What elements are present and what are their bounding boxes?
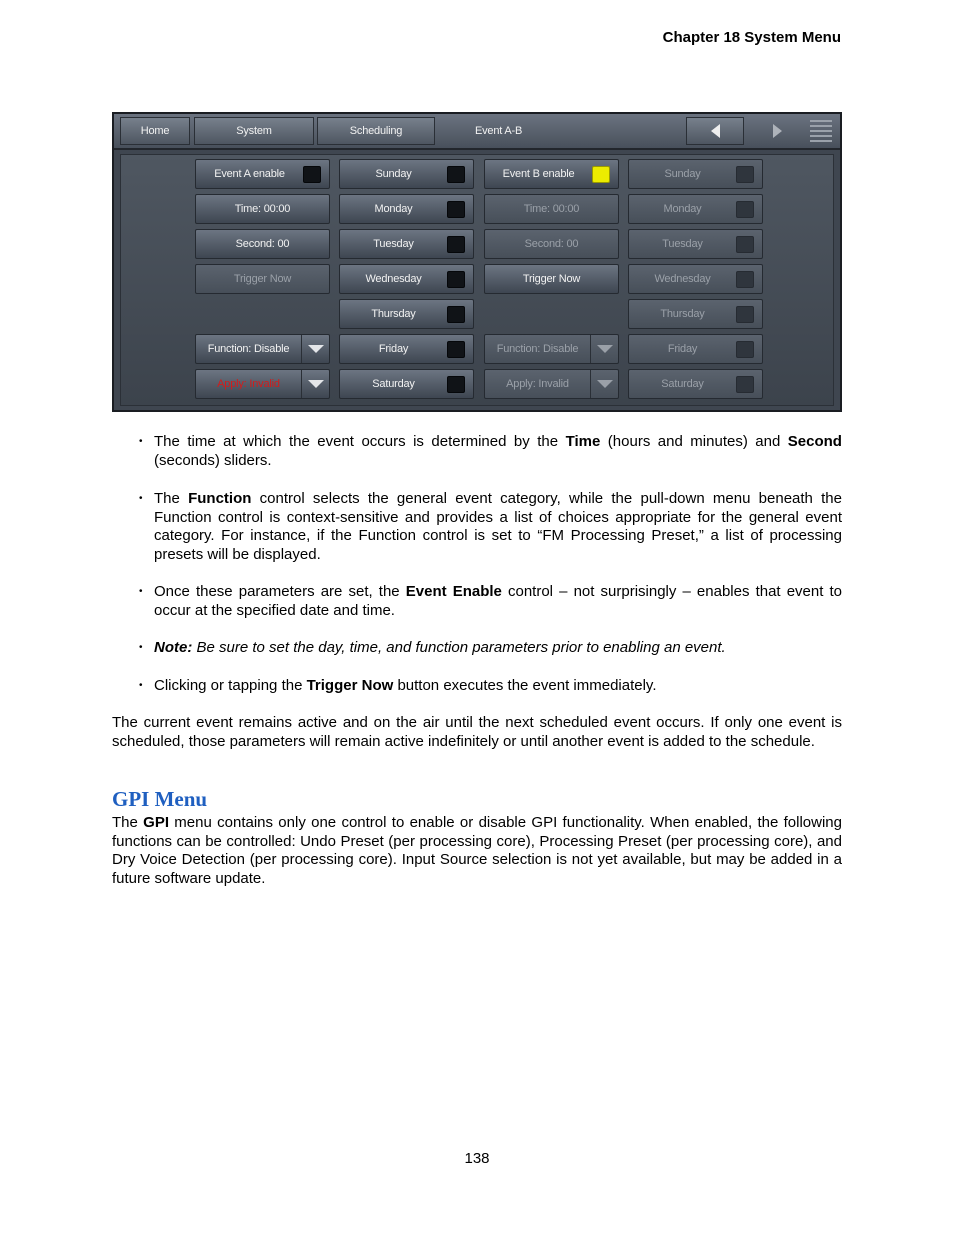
page-number: 138 [464, 1150, 490, 1167]
day-checkbox [736, 271, 754, 288]
chevron-down-icon [590, 335, 618, 363]
event-a-day-saturday[interactable]: Saturday [339, 369, 474, 399]
chevron-down-icon [590, 370, 618, 398]
screen-title: Event A-B [475, 125, 523, 137]
event-b-apply-dropdown[interactable]: Apply: Invalid [484, 369, 619, 399]
event-a-day-thursday[interactable]: Thursday [339, 299, 474, 329]
event-b-day-wednesday[interactable]: Wednesday [628, 264, 763, 294]
day-checkbox [447, 341, 465, 358]
bullet-time-second: • The time at which the event occurs is determined by the Time (hours and minutes) and Second (seconds) sliders. [139, 433, 842, 470]
day-checkbox [736, 236, 754, 253]
event-b-second-button[interactable]: Second: 00 [484, 229, 619, 259]
event-b-day-saturday[interactable]: Saturday [628, 369, 763, 399]
bullet-function: • The Function control selects the general event category, while the pull-down menu beneath the Function control is context-sensitive and provides a list of choices appropriate for the general event category. For instance, if the Function control is set to “FM Processing Preset,” a list of processing presets will be displayed. [139, 490, 842, 564]
event-b-day-tuesday[interactable]: Tuesday [628, 229, 763, 259]
tab-system[interactable]: System [194, 117, 314, 145]
event-b-trigger-now-button[interactable]: Trigger Now [484, 264, 619, 294]
section-heading-gpi-menu: GPI Menu [112, 787, 208, 811]
event-a-time-button[interactable]: Time: 00:00 [195, 194, 330, 224]
day-checkbox [447, 306, 465, 323]
prev-page-button[interactable] [686, 117, 744, 145]
day-checkbox [447, 376, 465, 393]
day-checkbox [447, 201, 465, 218]
bullet-event-enable: • Once these parameters are set, the Event Enable control – not surprisingly – enables that event to occur at the specified date and time. [139, 583, 842, 620]
bullet-note: • Note: Be sure to set the day, time, and function parameters prior to enabling an event. [139, 639, 842, 658]
day-checkbox [447, 236, 465, 253]
event-a-second-button[interactable]: Second: 00 [195, 229, 330, 259]
paragraph-event-active: The current event remains active and on the air until the next scheduled event occurs. If only one event is scheduled, those parameters will remain active indefinitely or until another event is added to the schedule. [112, 714, 842, 750]
event-b-day-sunday[interactable]: Sunday [628, 159, 763, 189]
event-a-apply-dropdown[interactable]: Apply: Invalid [195, 369, 330, 399]
event-a-enable-button[interactable]: Event A enable [195, 159, 330, 189]
event-b-function-dropdown[interactable]: Function: Disable [484, 334, 619, 364]
menu-icon[interactable] [810, 118, 832, 144]
left-arrow-icon [711, 124, 720, 138]
tab-scheduling[interactable]: Scheduling [317, 117, 435, 145]
event-b-day-friday[interactable]: Friday [628, 334, 763, 364]
day-checkbox [736, 166, 754, 183]
paragraph-gpi: The GPI menu contains only one control to enable or disable GPI functionality. When enabled, the following functions can be controlled: Undo Preset (per processing core), Processing Preset (per processing core), and Dry Voice Detection (per processing core). Input Source selection is not yet available, but may be added in a future software update. [112, 814, 842, 887]
day-checkbox [736, 376, 754, 393]
event-b-day-monday[interactable]: Monday [628, 194, 763, 224]
day-checkbox [447, 271, 465, 288]
event-a-day-wednesday[interactable]: Wednesday [339, 264, 474, 294]
chevron-down-icon [301, 335, 329, 363]
next-page-button[interactable] [748, 117, 806, 145]
day-checkbox [447, 166, 465, 183]
event-b-enable-button[interactable]: Event B enable [484, 159, 619, 189]
event-controls-area [120, 154, 834, 406]
chapter-header: Chapter 18 System Menu [662, 29, 841, 46]
day-checkbox [736, 201, 754, 218]
bullet-trigger-now: • Clicking or tapping the Trigger Now button executes the event immediately. [139, 677, 842, 696]
event-b-enable-indicator [592, 166, 610, 183]
event-a-trigger-now-button[interactable]: Trigger Now [195, 264, 330, 294]
event-a-enable-indicator [303, 166, 321, 183]
event-b-day-thursday[interactable]: Thursday [628, 299, 763, 329]
day-checkbox [736, 341, 754, 358]
event-a-day-friday[interactable]: Friday [339, 334, 474, 364]
event-a-function-dropdown[interactable]: Function: Disable [195, 334, 330, 364]
tab-home[interactable]: Home [120, 117, 190, 145]
event-b-time-button[interactable]: Time: 00:00 [484, 194, 619, 224]
right-arrow-icon [773, 124, 782, 138]
event-a-day-monday[interactable]: Monday [339, 194, 474, 224]
top-nav-bar [114, 114, 840, 150]
scheduling-screenshot [112, 112, 842, 412]
chevron-down-icon [301, 370, 329, 398]
event-a-day-tuesday[interactable]: Tuesday [339, 229, 474, 259]
event-a-day-sunday[interactable]: Sunday [339, 159, 474, 189]
day-checkbox [736, 306, 754, 323]
